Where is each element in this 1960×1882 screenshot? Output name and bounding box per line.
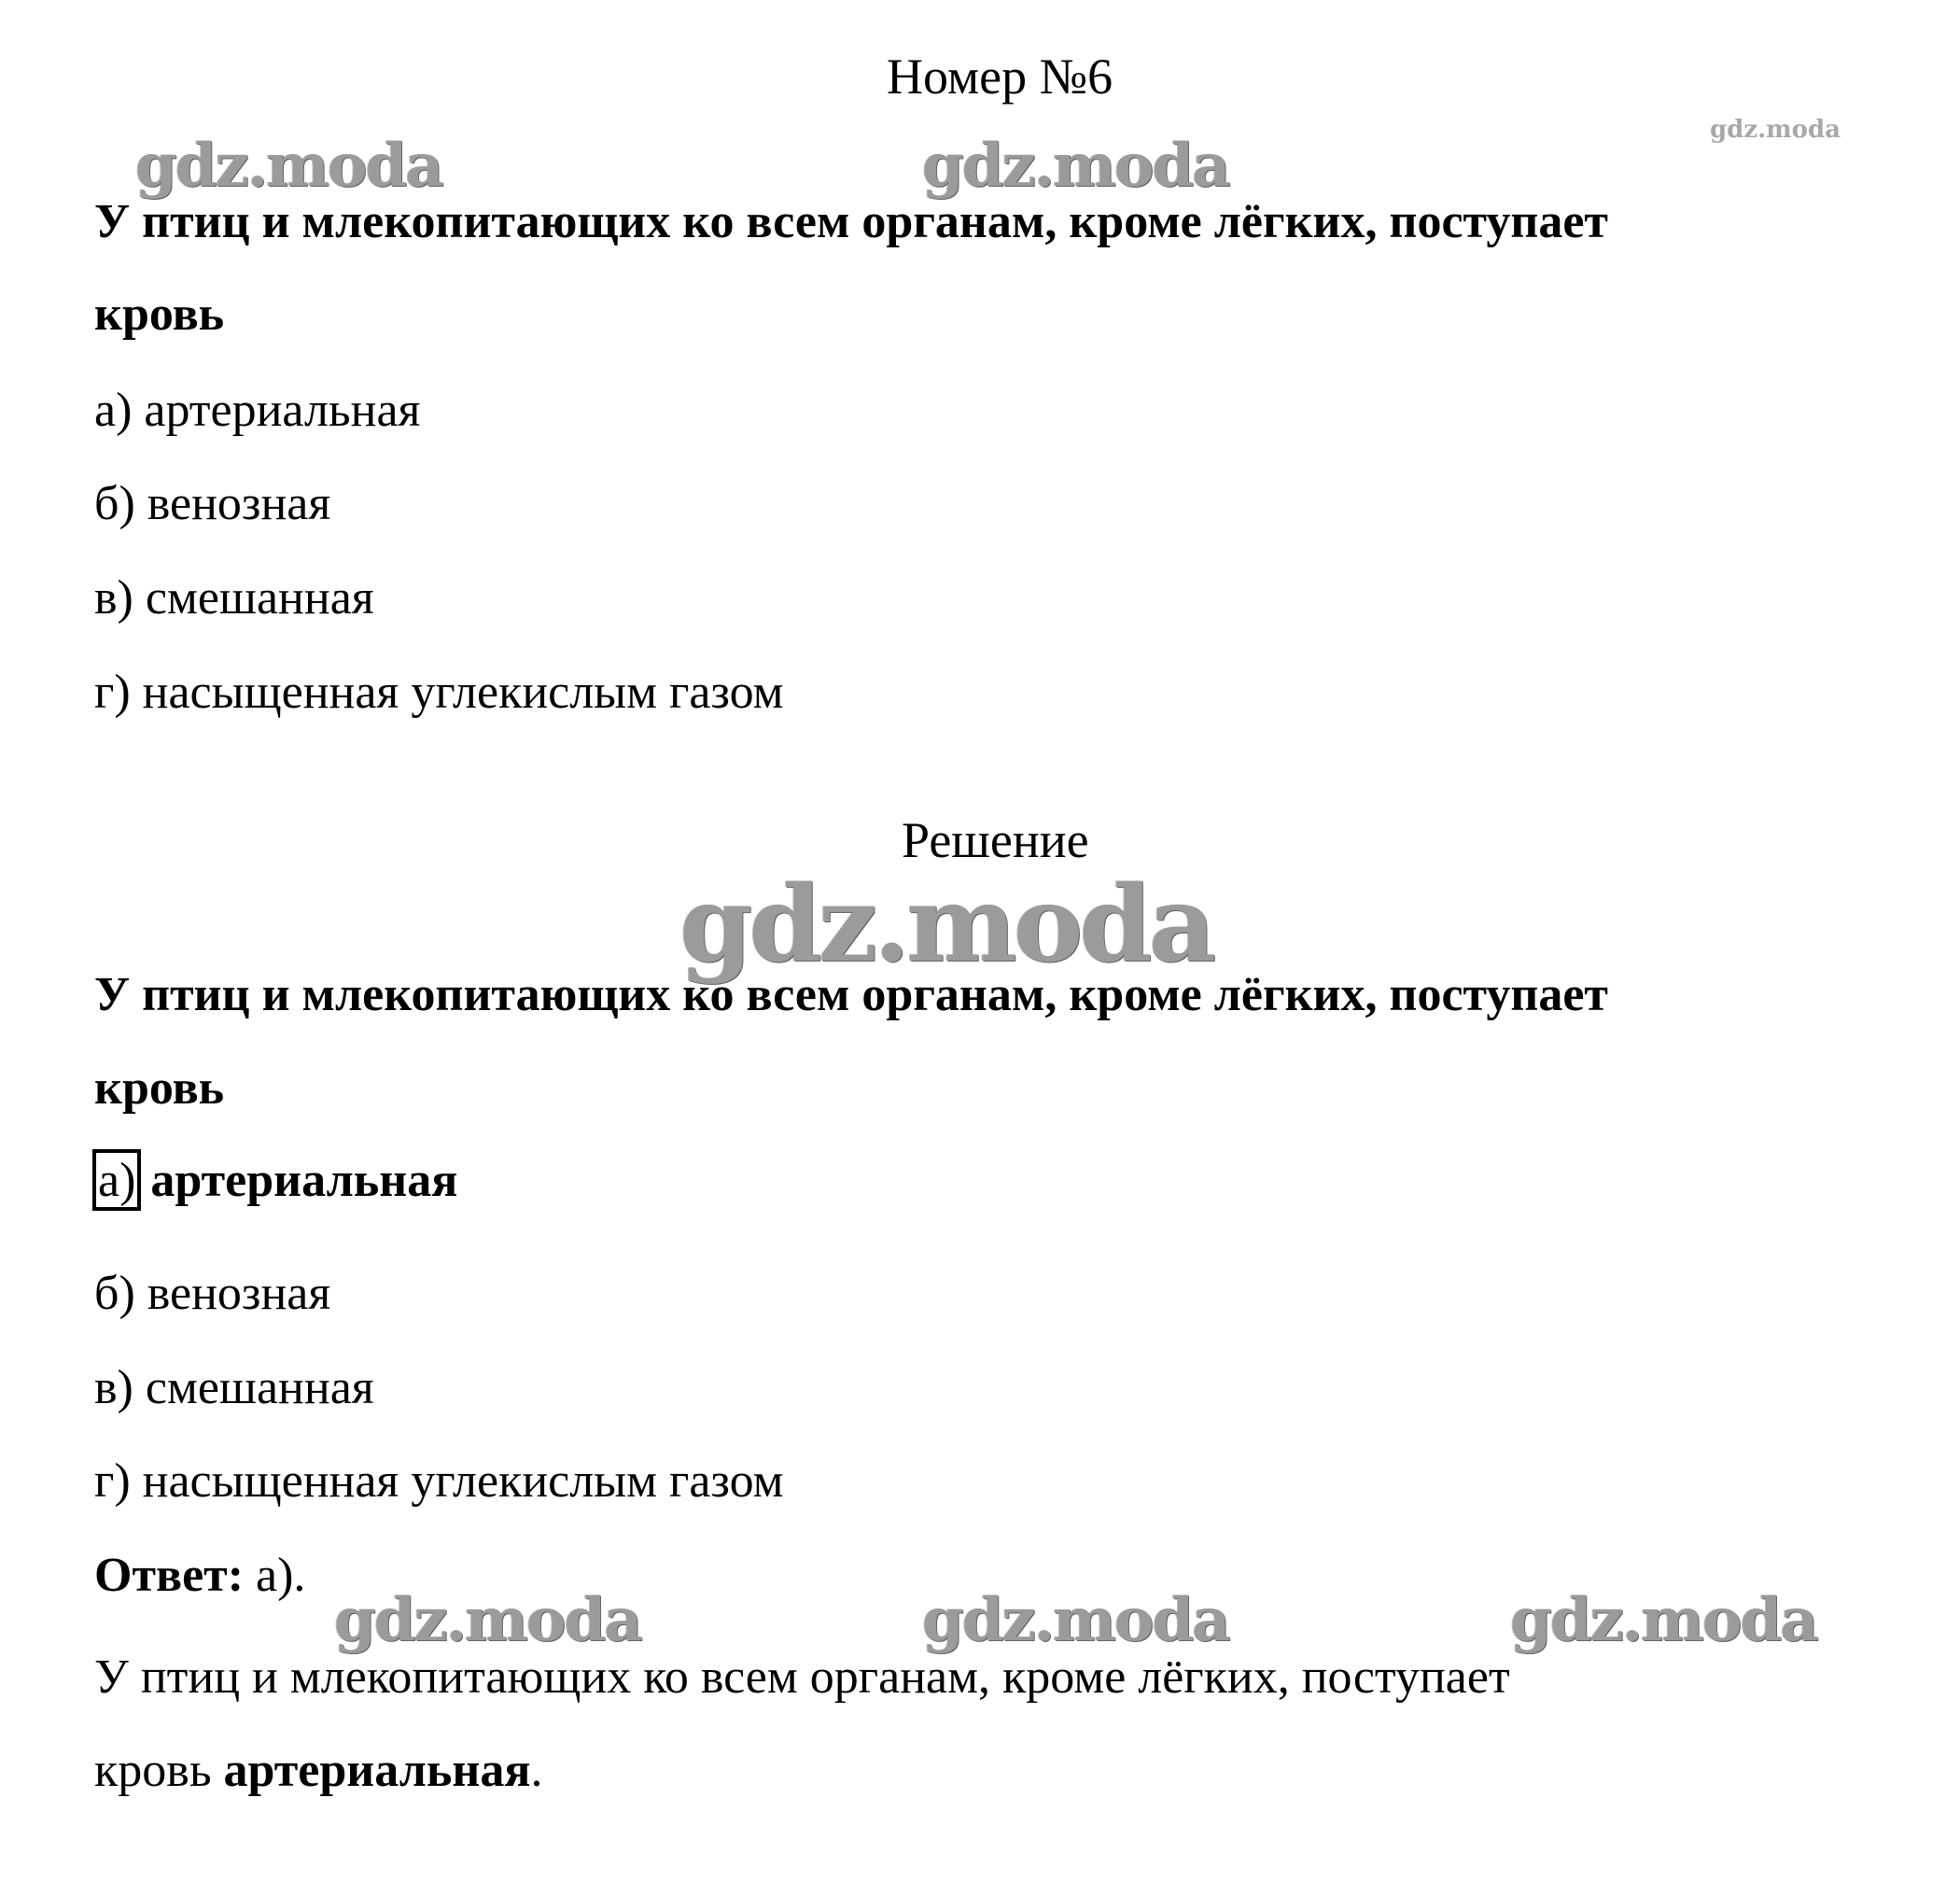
- watermark-small: gdz.moda: [1710, 116, 1841, 144]
- answer-line: [94, 1549, 306, 1602]
- explanation-line1: У птиц и млекопитающих ко всем органам, кроме лёгких, поступает: [94, 1650, 1510, 1704]
- answer-label: Ответ:: [94, 1549, 245, 1602]
- page-title: Номер №6: [887, 49, 1113, 105]
- question-option-d: г) насыщенная углекислым газом: [94, 666, 784, 719]
- watermark: gdz.moda: [1510, 1585, 1817, 1655]
- watermark: gdz.moda: [922, 131, 1229, 201]
- question-option-a: а) артериальная: [94, 384, 421, 437]
- explanation-line2: [94, 1744, 543, 1797]
- solution-option-d: г) насыщенная углекислым газом: [94, 1454, 784, 1508]
- solution-option-b: б) венозная: [94, 1267, 331, 1320]
- solution-text-line1: У птиц и млекопитающих ко всем органам, кроме лёгких, поступает: [94, 968, 1608, 1021]
- question-text-line2: кровь: [94, 288, 225, 341]
- watermark: gdz.moda: [922, 1585, 1229, 1655]
- question-option-b: б) венозная: [94, 477, 331, 530]
- watermark: gdz.moda: [334, 1585, 641, 1655]
- solution-option-c: в) смешанная: [94, 1361, 374, 1414]
- answer-value: а).: [244, 1549, 306, 1602]
- explanation-suffix: .: [530, 1744, 543, 1797]
- watermark-large: gdz.moda: [679, 864, 1213, 986]
- question-text-line1: У птиц и млекопитающих ко всем органам, кроме лёгких, поступает: [94, 195, 1608, 248]
- explanation-prefix: кровь: [94, 1744, 224, 1797]
- question-option-c: в) смешанная: [94, 571, 374, 625]
- selected-answer-box: а): [92, 1149, 141, 1211]
- solution-title: Решение: [902, 812, 1089, 868]
- solution-selected-option: [92, 1149, 457, 1211]
- selected-answer-text: артериальная: [150, 1154, 458, 1207]
- watermark: gdz.moda: [135, 131, 442, 201]
- explanation-bold-answer: артериальная: [223, 1744, 531, 1797]
- solution-text-line2: кровь: [94, 1061, 225, 1115]
